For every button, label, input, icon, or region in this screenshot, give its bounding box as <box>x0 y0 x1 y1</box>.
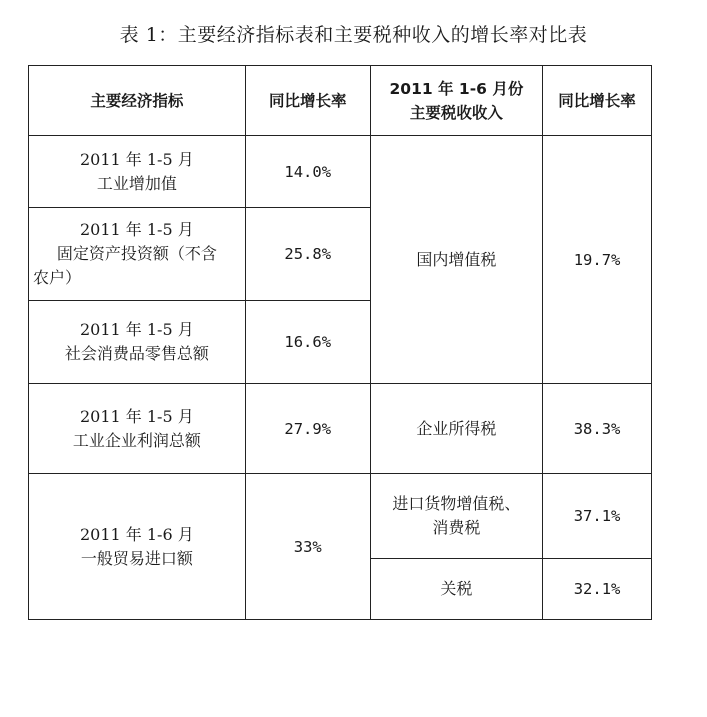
tax-rate: 37.1% <box>543 474 652 559</box>
tax-name-cell <box>370 474 542 559</box>
indicator-name: 一般贸易进口额 <box>80 548 193 568</box>
indicator-name-continued: 农户） <box>33 268 82 287</box>
indicator-rate: 33% <box>245 474 370 620</box>
indicator-name: 社会消费品零售总额 <box>64 344 209 363</box>
tax-name-line2: 消费税 <box>432 518 481 537</box>
tax-rate: 32.1% <box>543 559 652 620</box>
table-row <box>29 136 652 208</box>
indicator-name: 固定资产投资额（不含 <box>56 244 217 263</box>
indicator-name: 工业企业利润总额 <box>72 430 201 450</box>
indicator-rate: 16.6% <box>245 301 370 384</box>
table-title: 表 1：主要经济指标表和主要税种收入的增长率对比表 <box>119 24 588 46</box>
tax-rate: 19.7% <box>543 136 652 384</box>
indicator-rate: 25.8% <box>245 208 370 301</box>
header-tax-line1: 2011 年 1-6 月份 <box>389 79 524 98</box>
tax-name-cell: 关税 <box>370 559 542 620</box>
header-growth-rate-2: 同比增长率 <box>543 66 652 136</box>
tax-rate: 38.3% <box>543 384 652 474</box>
indicator-cell <box>29 474 246 620</box>
header-row <box>29 66 652 136</box>
header-indicator: 主要经济指标 <box>29 66 246 136</box>
tax-name-cell: 企业所得税 <box>370 384 542 474</box>
tax-name-cell: 国内增值税 <box>370 136 542 384</box>
indicator-rate: 14.0% <box>245 136 370 208</box>
indicator-period: 2011 年 1-5 月 <box>79 149 194 169</box>
indicator-cell <box>29 136 246 208</box>
header-growth-rate-1: 同比增长率 <box>245 66 370 136</box>
indicator-cell <box>29 208 246 301</box>
table-row <box>29 474 652 559</box>
indicator-period: 2011 年 1-6 月 <box>79 524 194 544</box>
table-row <box>29 384 652 474</box>
indicator-cell <box>29 384 246 474</box>
header-tax-revenue <box>370 66 542 136</box>
indicator-period: 2011 年 1-5 月 <box>79 220 194 239</box>
tax-name-line1: 进口货物增值税、 <box>392 494 521 513</box>
indicator-cell <box>29 301 246 384</box>
indicator-name: 工业增加值 <box>96 173 177 193</box>
indicator-period: 2011 年 1-5 月 <box>79 406 194 426</box>
header-tax-line2: 主要税收收入 <box>409 103 503 122</box>
indicator-period: 2011 年 1-5 月 <box>79 320 194 339</box>
indicator-rate: 27.9% <box>245 384 370 474</box>
comparison-table <box>28 65 652 620</box>
